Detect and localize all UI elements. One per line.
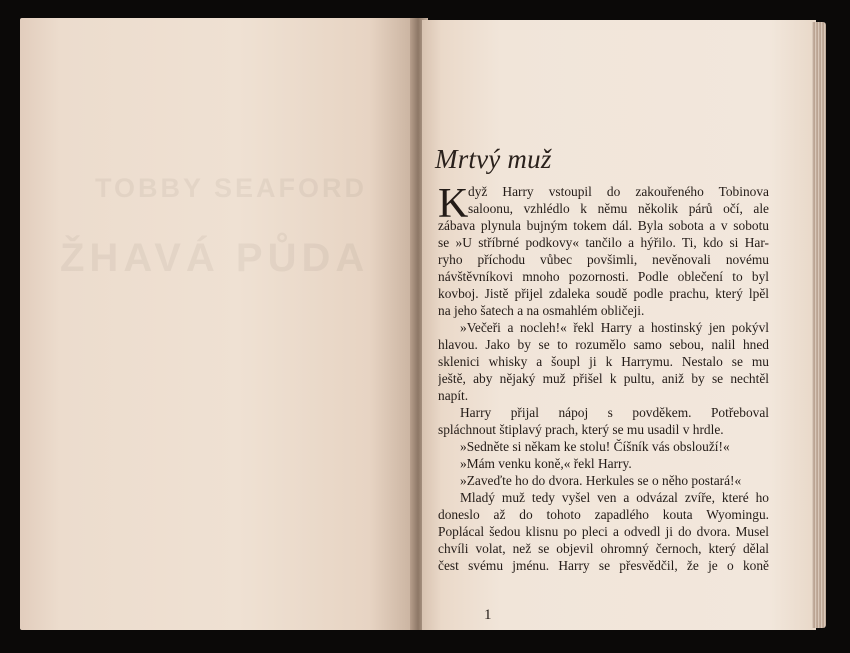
text-line: na jeho šatech a na osmahlém obličeji. [438,303,645,318]
text-line: »Večeři a nocleh!« řekl Harry a hostinský jen pokývl [460,320,769,335]
text-line: ryho příchodu vůbec povšimli, nevěnovali novému [438,252,769,267]
body-text [438,183,769,574]
text-line: Harry přijal nápoj s povděkem. Potřeboval [460,405,769,420]
drop-cap: K [438,181,469,227]
text-line: »Sedněte si někam ke stolu! Číšník vás obslouží!« [460,439,730,454]
text-line: čest svému jménu. Harry se přesvědčil, že je o koně [438,558,769,573]
text-line: hlavou. Jako by se to rozumělo samo sebou, nalil hned [438,337,769,352]
text-line: ještě, aby nějaký muž přišel k pultu, aniž by se nechtěl [438,371,769,386]
text-line: doneslo až do tohoto zapadlého kouta Wyomingu. [438,507,769,522]
left-page [20,18,417,630]
page-edges [812,22,826,628]
text-line: kovboj. Jistě přijel zdaleka soudě podle prachu, který lpěl [438,286,769,301]
show-through-author: TOBBY SEAFORD [95,173,368,203]
show-through-title: ŽHAVÁ PŮDA [60,236,370,280]
text-line: napít. [438,388,469,403]
text-line: sklenici whisky a šoupl ji k Harrymu. Nestalo se mu [438,354,769,369]
text-line: »Mám venku koně,« řekl Harry. [460,456,632,471]
text-line: spláchnout štiplavý prach, který se mu usadil v hrdle. [438,422,724,437]
text-line: chvíli volat, než se objevil ohromný černoch, který dělal [438,541,769,556]
text-line: Mladý muž tedy vyšel ven a odvázal zvíře, které ho [460,490,769,505]
text-line: dyž Harry vstoupil do zakouřeného Tobinova [468,184,769,199]
text-line: se »U stříbrné podkovy« tančilo a hýřilo. Ti, kdo si Har- [438,235,769,250]
page-number: 1 [484,607,492,623]
text-line: »Zaveďte ho do dvora. Herkules se o něho postará!« [460,473,742,488]
text-line: Poplácal šedou klisnu po pleci a odvedl ji do dvora. Musel [438,524,769,539]
text-line: zábava plynula bujným tokem dál. Byla sobota a v sobotu [438,218,769,233]
text-line: návštěvníkovi mnoho pozornosti. Podle oblečení to byl [438,269,769,284]
text-line: saloonu, vzhlédlo k němu několik párů očí, ale [468,201,769,216]
chapter-title: Mrtvý muž [435,144,552,174]
